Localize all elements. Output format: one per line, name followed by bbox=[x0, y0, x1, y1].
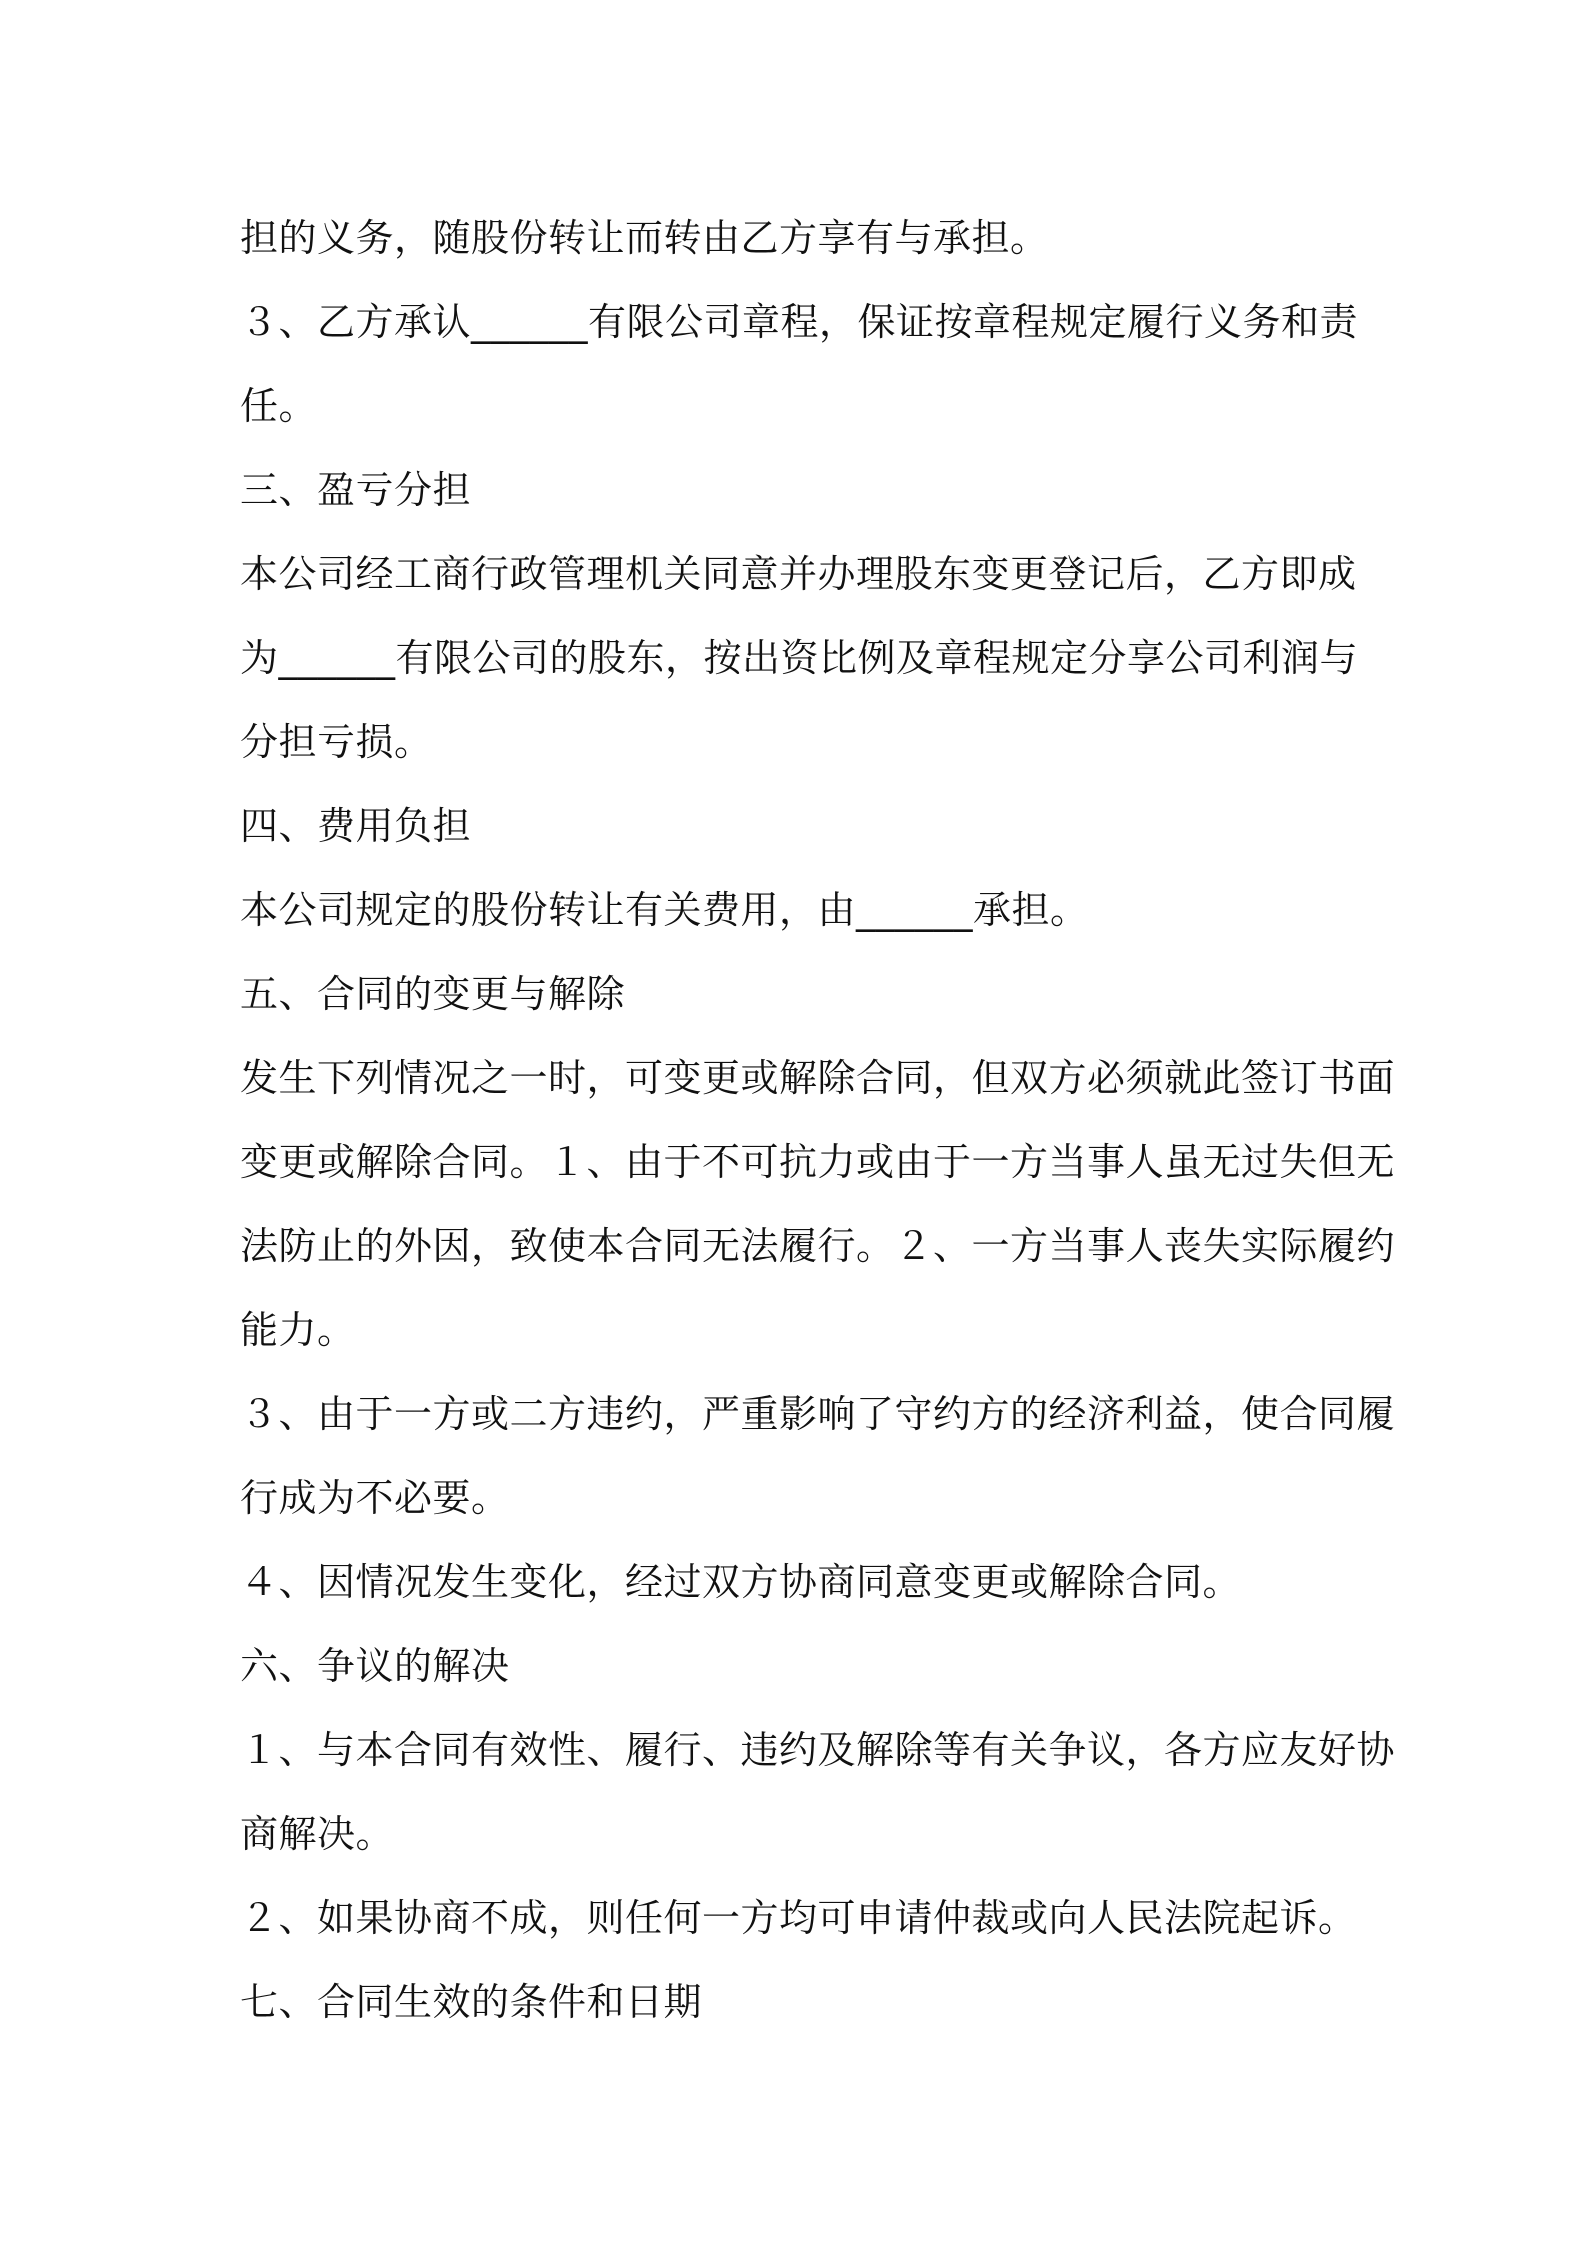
text-line: 法防止的外因，致使本合同无法履行。２、一方当事人丧失实际履约 bbox=[240, 1224, 1396, 1268]
text-line: 为______有限公司的股东，按出资比例及章程规定分享公司利润与 bbox=[240, 636, 1359, 680]
section-heading-expenses: 四、费用负担 bbox=[240, 804, 472, 848]
text-line: 能力。 bbox=[240, 1308, 356, 1352]
text-line: ３、乙方承认______有限公司章程，保证按章程规定履行义务和责 bbox=[240, 300, 1359, 344]
text-line: ２、如果协商不成，则任何一方均可申请仲裁或向人民法院起诉。 bbox=[240, 1896, 1357, 1940]
text-line: 变更或解除合同。１、由于不可抗力或由于一方当事人虽无过失但无 bbox=[240, 1140, 1396, 1184]
text-line: 行成为不必要。 bbox=[240, 1476, 510, 1520]
section-heading-profit-loss: 三、盈亏分担 bbox=[240, 468, 472, 512]
text-line: １、与本合同有效性、履行、违约及解除等有关争议，各方应友好协 bbox=[240, 1728, 1396, 1772]
text-line: 分担亏损。 bbox=[240, 720, 433, 764]
text-line: ３、由于一方或二方违约，严重影响了守约方的经济利益，使合同履 bbox=[240, 1392, 1396, 1436]
document-body bbox=[240, 196, 1396, 2044]
text-line: 发生下列情况之一时，可变更或解除合同，但双方必须就此签订书面 bbox=[240, 1056, 1396, 1100]
text-line: 任。 bbox=[240, 384, 318, 428]
section-heading-contract-change: 五、合同的变更与解除 bbox=[240, 972, 626, 1016]
section-heading-effective-date: 七、合同生效的条件和日期 bbox=[240, 1980, 703, 2024]
text-line: 本公司规定的股份转让有关费用，由______承担。 bbox=[240, 888, 1089, 932]
text-line: ４、因情况发生变化，经过双方协商同意变更或解除合同。 bbox=[240, 1560, 1242, 1604]
text-line: 商解决。 bbox=[240, 1812, 395, 1856]
section-heading-dispute: 六、争议的解决 bbox=[240, 1644, 510, 1688]
text-line: 本公司经工商行政管理机关同意并办理股东变更登记后，乙方即成 bbox=[240, 552, 1357, 596]
text-line: 担的义务，随股份转让而转由乙方享有与承担。 bbox=[240, 216, 1049, 260]
